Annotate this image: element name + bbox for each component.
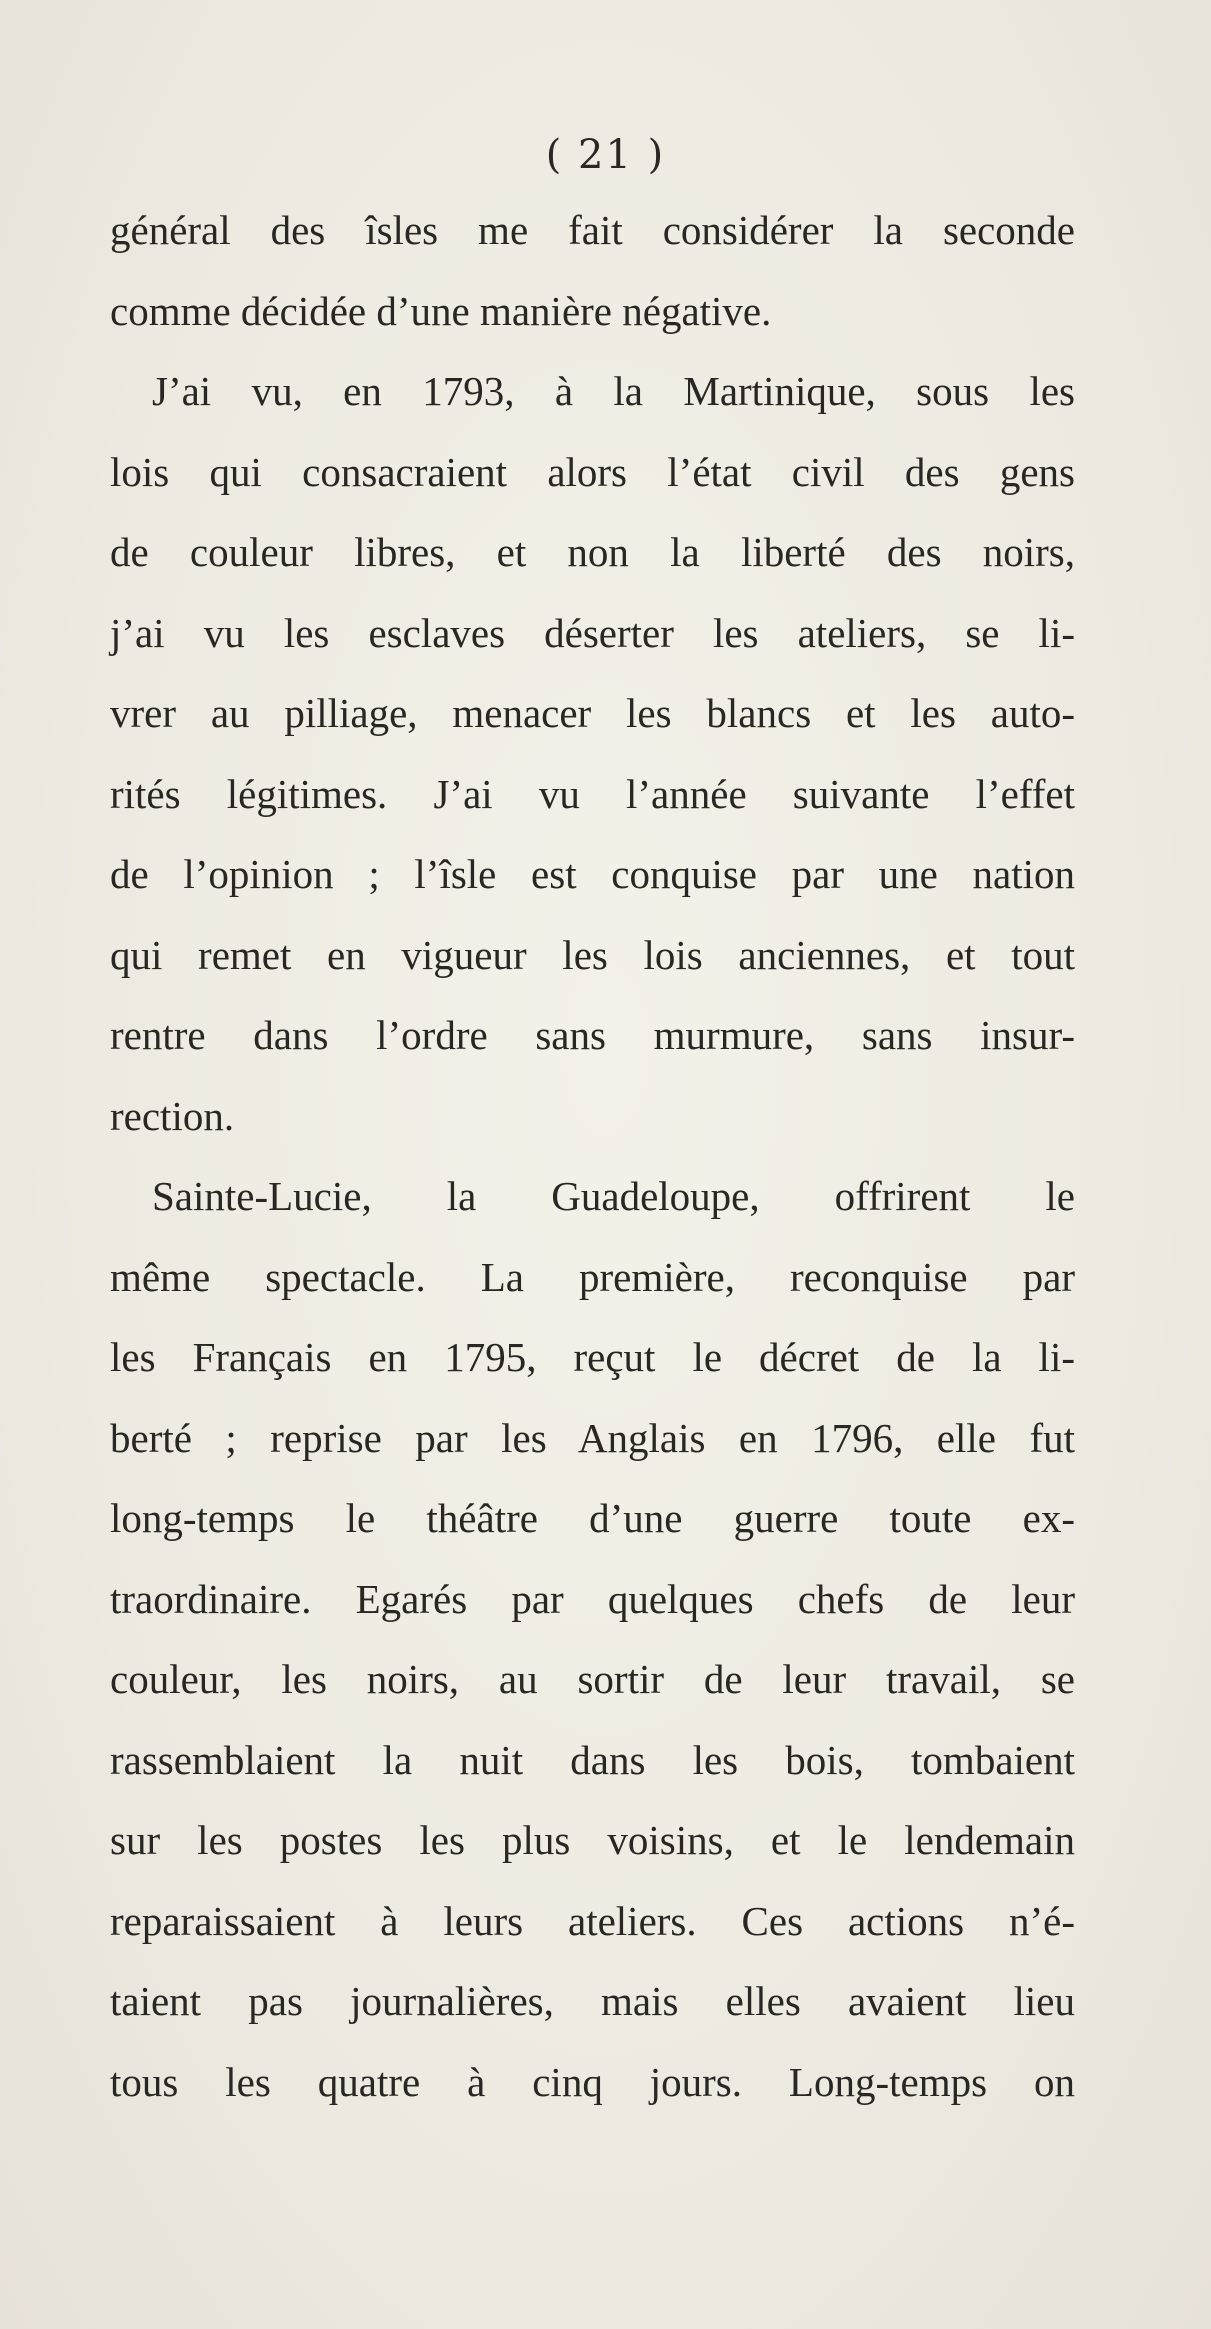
text-line: de l’opinion ; l’îsle est conquise par une nation <box>110 851 1075 897</box>
text-line: berté ; reprise par les Anglais en 1796, elle fut <box>110 1414 1075 1461</box>
text-line: taient pas journalières, mais elles avaient lieu <box>110 1978 1075 2024</box>
paragraph-1 <box>110 190 1075 351</box>
text-line: Sainte-Lucie, la Guadeloupe, offrirent le <box>152 1173 1075 1219</box>
text-line: rassemblaient la nuit dans les bois, tombaient <box>110 1736 1075 1783</box>
text-line: de couleur libres, et non la liberté des noirs, <box>110 529 1075 575</box>
text-line: tous les quatre à cinq jours. Long-temps on <box>110 2058 1075 2105</box>
text-line: J’ai vu, en 1793, à la Martinique, sous les <box>152 368 1075 414</box>
text-line: vrer au pilliage, menacer les blancs et les auto- <box>110 690 1075 736</box>
text-line: reparaissaient à leurs ateliers. Ces actions n’é- <box>110 1897 1075 1944</box>
paragraph-3 <box>110 1156 1075 2122</box>
text-line: sur les postes les plus voisins, et le lendemain <box>110 1817 1075 1863</box>
text-line: j’ai vu les esclaves déserter les ateliers, se li- <box>110 609 1075 656</box>
text-line: rection. <box>110 1092 235 1139</box>
text-line: général des îsles me fait considérer la seconde <box>110 207 1075 253</box>
page-text <box>110 190 1075 2122</box>
text-line: comme décidée d’une manière négative. <box>110 287 772 334</box>
text-line: rentre dans l’ordre sans murmure, sans insur- <box>110 1012 1075 1058</box>
text-line: rités légitimes. J’ai vu l’année suivante l’effet <box>110 770 1075 817</box>
text-line: même spectacle. La première, reconquise par <box>110 1253 1075 1300</box>
text-line: qui remet en vigueur les lois anciennes, et tout <box>110 931 1075 978</box>
text-line: couleur, les noirs, au sortir de leur travail, se <box>110 1656 1075 1702</box>
text-line: long-temps le théâtre d’une guerre toute ex- <box>110 1495 1075 1541</box>
page-number: ( 21 ) <box>545 132 666 178</box>
paragraph-2 <box>110 351 1075 1156</box>
text-line: les Français en 1795, reçut le décret de la li- <box>110 1334 1075 1380</box>
text-line: lois qui consacraient alors l’état civil des gens <box>110 448 1075 495</box>
text-line: traordinaire. Egarés par quelques chefs de leur <box>110 1575 1075 1622</box>
